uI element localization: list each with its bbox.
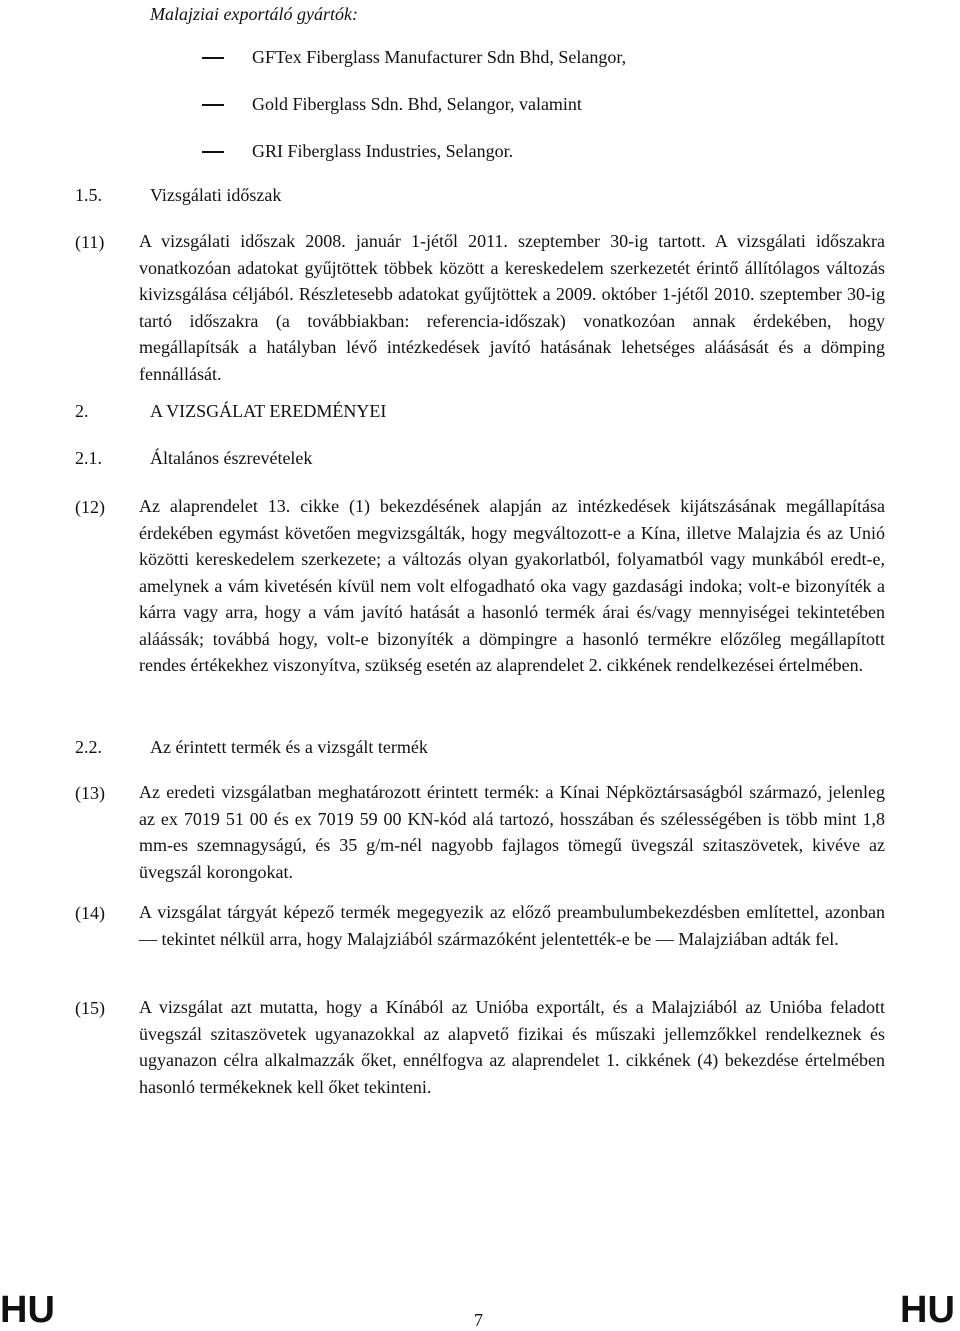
paragraph-number: (13) xyxy=(75,783,105,803)
section-title: Általános észrevételek xyxy=(150,448,313,468)
paragraph-text: Az eredeti vizsgálatban meghatározott érintett termék: a Kínai Népköztársaságból származó, jelenleg az ex 7019 51 00 és ex 7019 59 00 KN-kód alá tartozó, hosszában és szélességében is több mint 1,8 mm-es szemnagyságú, és 35 g/m-nél nagyobb fajlagos tömegű üvegszál szitaszövetek, kivéve az üvegszál korongokat. xyxy=(139,782,885,882)
section-title: A VIZSGÁLAT EREDMÉNYEI xyxy=(150,401,387,421)
page-number: 7 xyxy=(474,1310,483,1330)
footer-language-code-right: HU xyxy=(900,1289,955,1331)
footer-language-code-left: HU xyxy=(0,1289,55,1331)
paragraph-number: (11) xyxy=(75,232,105,252)
paragraph-text: A vizsgálat azt mutatta, hogy a Kínából az Unióba exportált, és a Malajziából az Unióba feladott üvegszál szitaszövetek ugyanazokkal az alapvető fizikai és műszaki jellemzőkkel rendelkeznek és ugyanazon célra alkalmazzák őket, ennélfogva az alaprendelet 1. cikkének (4) bekezdése értelmében hasonló termékeknek kell őket tekinteni. xyxy=(139,997,885,1097)
paragraph-number: (15) xyxy=(75,998,105,1018)
list-dash xyxy=(202,57,224,59)
section-number: 1.5. xyxy=(75,185,102,205)
paragraph-number: (14) xyxy=(75,903,105,923)
exporter-item: GFTex Fiberglass Manufacturer Sdn Bhd, Selangor, xyxy=(252,47,627,67)
list-dash xyxy=(202,104,224,106)
exporter-item: GRI Fiberglass Industries, Selangor. xyxy=(252,141,514,161)
exporter-item: Gold Fiberglass Sdn. Bhd, Selangor, valamint xyxy=(252,94,582,114)
paragraph-number: (12) xyxy=(75,497,105,517)
section-number: 2. xyxy=(75,401,89,421)
exporters-heading: Malajziai exportáló gyártók: xyxy=(150,4,358,24)
paragraph-text: A vizsgálati időszak 2008. január 1-jétől 2011. szeptember 30-ig tartott. A vizsgálati időszakra vonatkozóan adatokat gyűjtöttek többek között a kereskedelem szerkezetét érintő állítólagos változás kivizsgálása céljából. Részletesebb adatokat gyűjtöttek a 2009. október 1-jétől 2010. szeptember 30-ig tartó időszakra (a továbbiakban: referencia-időszak) vonatkozóan annak érdekében, hogy megállapítsák a hatályban lévő intézkedések javító hatásának lehetséges aláásását és a dömping fennállását. xyxy=(139,231,885,384)
list-dash xyxy=(202,151,224,153)
section-title: Az érintett termék és a vizsgált termék xyxy=(150,737,428,757)
section-number: 2.1. xyxy=(75,448,102,468)
section-title: Vizsgálati időszak xyxy=(150,185,282,205)
section-number: 2.2. xyxy=(75,737,102,757)
paragraph-text: A vizsgálat tárgyát képező termék megegyezik az előző preambulumbekezdésben említettel, azonban — tekintet nélkül arra, hogy Malajziából származóként jelentették-e be — Malajziában adták fel. xyxy=(139,902,885,949)
paragraph-text: Az alaprendelet 13. cikke (1) bekezdésének alapján az intézkedések kijátszásának megállapítása érdekében egymást követően megvizsgálták, hogy megváltozott-e a Kína, illetve Malajzia és az Unió közötti kereskedelem szerkezete; a változás olyan gyakorlatból, folyamatból vagy munkából eredt-e, amelynek a vám kivetésén kívül nem volt elfogadható oka vagy gazdasági indoka; volt-e bizonyíték a kárra vagy arra, hogy a vám javító hatását a hasonló termék árai és/vagy mennyiségei tekintetében aláássák; továbbá hogy, volt-e bizonyíték a dömpingre a hasonló termékre előzőleg megállapított rendes értékekhez viszonyítva, szükség esetén az alaprendelet 2. cikkének rendelkezései értelmében. xyxy=(139,496,885,675)
